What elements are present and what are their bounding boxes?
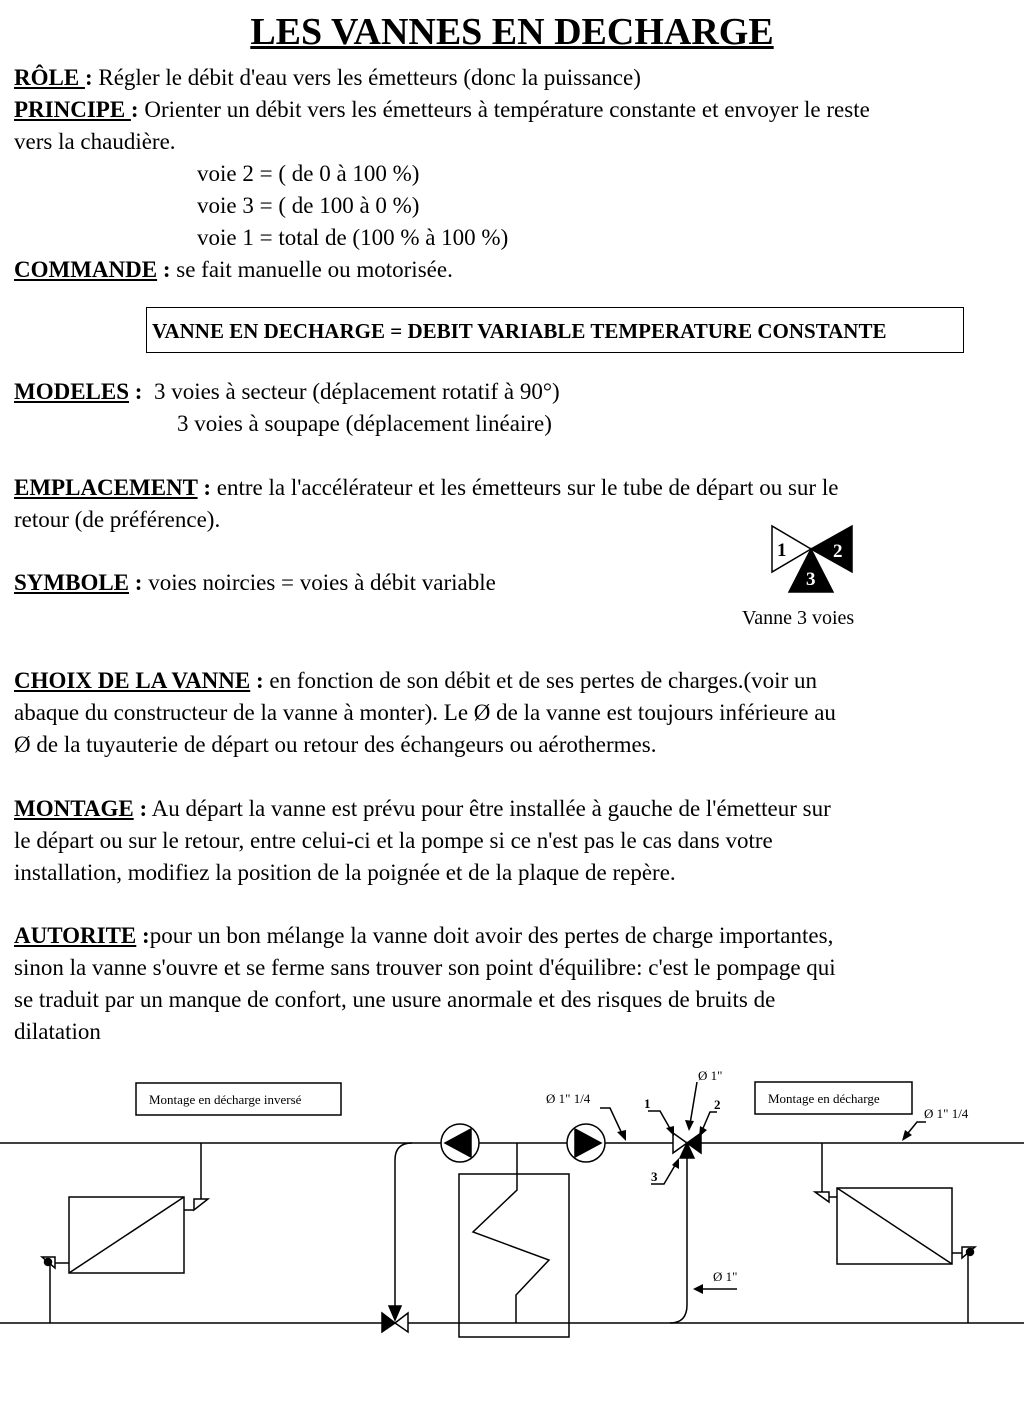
right-emitter-purge-dot [967, 1249, 974, 1256]
choix-label: CHOIX DE LA VANNE [14, 668, 251, 693]
right-bypass-pipe [670, 1158, 687, 1323]
emplacement-label: EMPLACEMENT [14, 475, 198, 500]
principe-voie-1: voie 1 = total de (100 % à 100 %) [197, 225, 509, 250]
valve-port-2-label: 2 [833, 541, 843, 562]
commande-colon: : [157, 257, 171, 282]
dim-arrow-bottom-head [693, 1284, 703, 1294]
valve-symbol-caption: Vanne 3 voies [742, 607, 855, 629]
valve-port-1-label: 1 [777, 540, 787, 561]
left-emitter-diagonal [69, 1197, 184, 1273]
left-emitter-valve-flag [194, 1199, 208, 1210]
choix-text-1: en fonction de son débit et de ses pertes de charges.(voir un [263, 668, 817, 693]
modeles-line-2: 3 voies à soupape (déplacement linéaire) [177, 411, 552, 436]
emplacement-text-1: entre la l'accélérateur et les émetteurs sur le tube de départ ou sur le [211, 475, 839, 500]
diagram-port-3-label: 3 [651, 1169, 658, 1184]
diagram-port-1-label: 1 [644, 1096, 651, 1111]
port-1-arrow-head [666, 1126, 674, 1136]
page-title: LES VANNES EN DECHARGE [250, 11, 774, 53]
right-emitter-valve-flag [815, 1192, 829, 1202]
dim-arrow-top-line [690, 1082, 697, 1124]
boiler [459, 1174, 569, 1337]
dim-arrow-a-head [617, 1130, 626, 1141]
boiler-coil [473, 1143, 549, 1323]
dim-label-b: Ø 1" 1/4 [924, 1106, 969, 1121]
emplacement-text-2: retour (de préférence). [14, 507, 221, 532]
principe-voie-3: voie 3 = ( de 100 à 0 %) [197, 193, 420, 218]
autorite-text-3: se traduit par un manque de confort, une usure anormale et des risques de bruits de [14, 987, 776, 1012]
dim-label-a: Ø 1" 1/4 [546, 1091, 591, 1106]
symbole-label: SYMBOLE [14, 570, 130, 595]
commande-label: COMMANDE [14, 257, 158, 282]
autorite-text-4: dilatation [14, 1019, 101, 1044]
autorite-colon: : [136, 923, 150, 948]
principe-text-2: vers la chaudière. [14, 129, 176, 154]
emplacement-colon: : [197, 475, 212, 500]
autorite-text-1: pour un bon mélange la vanne doit avoir des pertes de charge importantes, [149, 923, 834, 948]
right-montage-label: Montage en décharge [768, 1091, 880, 1106]
montage-text-2: le départ ou sur le retour, entre celui-ci et la pompe si ce n'est pas le cas dans votre [14, 828, 773, 853]
symbole-colon: : [129, 570, 143, 595]
choix-text-2: abaque du constructeur de la vanne à monter). Le Ø de la vanne est toujours inférieure au [14, 700, 836, 725]
left-montage-label: Montage en décharge inversé [149, 1092, 302, 1107]
modeles-label: MODELES [14, 379, 130, 404]
dim-arrow-top-head [685, 1120, 694, 1131]
valve-port-3-label: 3 [806, 569, 816, 590]
autorite-label: AUTORITE [14, 923, 137, 948]
right-emitter-diagonal [837, 1188, 952, 1264]
montage-label: MONTAGE [14, 796, 134, 821]
dim-arrow-b-head [902, 1130, 912, 1141]
montage-text-3: installation, modifiez la position de la poignée et de la plaque de repère. [14, 860, 676, 885]
principe-label: PRINCIPE [14, 97, 131, 122]
hydraulic-diagram [0, 1082, 1024, 1337]
montage-colon: : [133, 796, 148, 821]
three-way-valve-symbol [772, 526, 852, 592]
autorite-text-2: sinon la vanne s'ouvre et se ferme sans trouver son point d'équilibre: c'est le pompage qui [14, 955, 836, 980]
commande-text: se fait manuelle ou motorisée. [170, 257, 453, 282]
role-text: Régler le débit d'eau vers les émetteurs (donc la puissance) [92, 65, 641, 90]
principe-colon: : [130, 97, 139, 122]
role-colon: : [84, 65, 93, 90]
left-bypass-pipe [395, 1143, 412, 1306]
dim-label-bottom: Ø 1" [713, 1269, 738, 1284]
role-label: RÔLE [14, 65, 85, 90]
summary-banner: VANNE EN DECHARGE = DEBIT VARIABLE TEMPERATURE CONSTANTE [146, 307, 964, 353]
left-bypass-valve-top [389, 1306, 401, 1320]
dim-label-top: Ø 1" [698, 1068, 723, 1083]
principe-text-1: Orienter un débit vers les émetteurs à température constante et envoyer le reste [138, 97, 870, 122]
choix-text-3: Ø de la tuyauterie de départ ou retour des échangeurs ou aérothermes. [14, 732, 657, 757]
choix-colon: : [250, 668, 264, 693]
left-emitter-purge-dot [45, 1259, 52, 1266]
diagram-labels [149, 1068, 969, 1284]
principe-voie-2: voie 2 = ( de 0 à 100 %) [197, 161, 420, 186]
diagram-port-2-label: 2 [714, 1097, 721, 1112]
symbole-text: voies noircies = voies à débit variable [142, 570, 496, 595]
montage-text-1: Au départ la vanne est prévu pour être installée à gauche de l'émetteur sur [147, 796, 831, 821]
modeles-line-1: 3 voies à secteur (déplacement rotatif à 90°) [142, 379, 560, 404]
modeles-colon: : [129, 379, 143, 404]
